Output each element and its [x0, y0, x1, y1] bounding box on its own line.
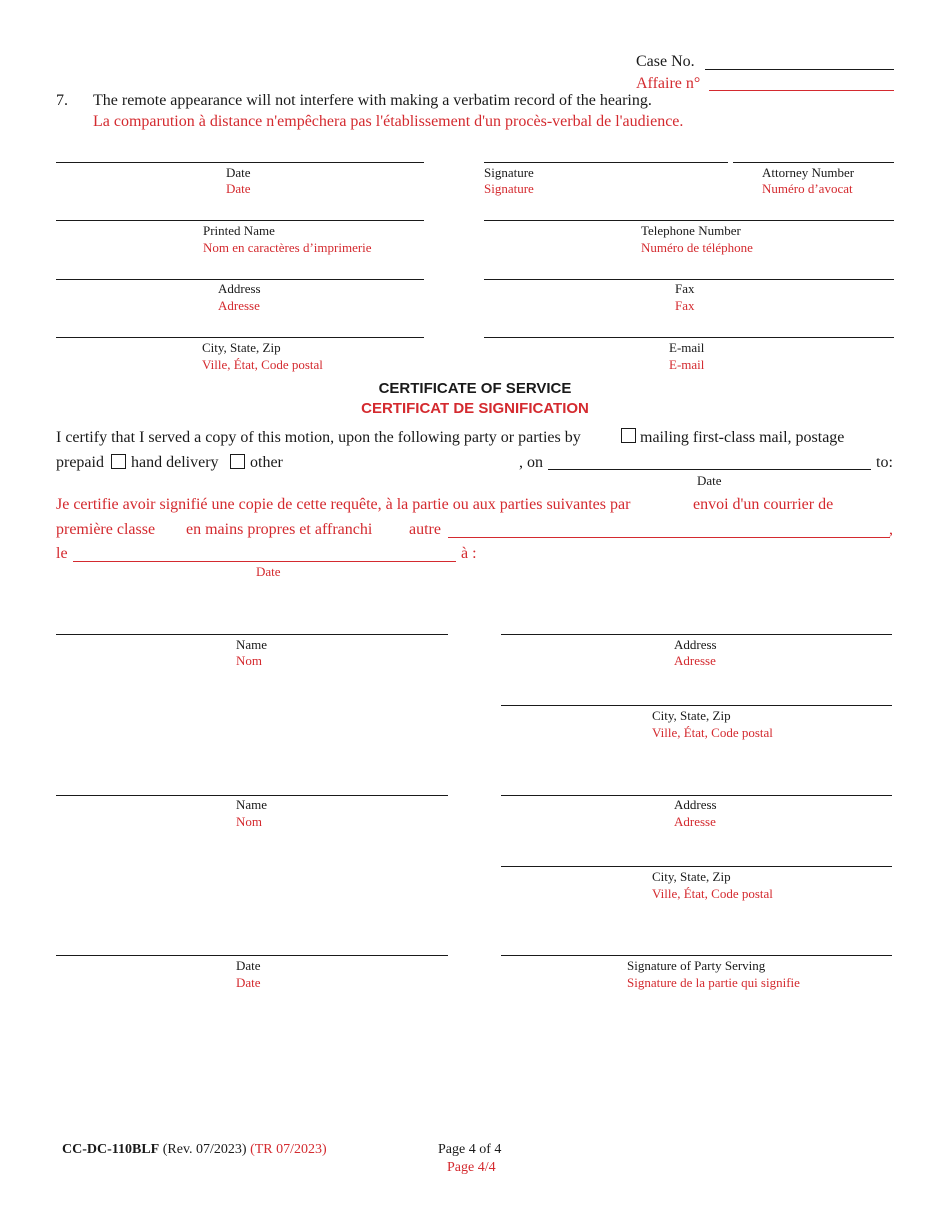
party1-address-label: Address [674, 637, 717, 652]
party2-name-label-fr: Nom [236, 814, 262, 829]
case-no-field-fr [709, 90, 894, 91]
email-label: E-mail [669, 340, 705, 355]
date-label-fr2: Date [256, 564, 281, 579]
date-label-fr: Date [226, 181, 251, 196]
certificate-title-fr: CERTIFICAT DE SIGNIFICATION [361, 400, 589, 417]
serving-signature-line[interactable] [501, 955, 892, 956]
party2-address-label-fr: Adresse [674, 814, 716, 829]
party2-city-label-fr: Ville, État, Code postal [652, 886, 773, 901]
serving-date-label-fr: Date [236, 975, 261, 990]
address-label-fr: Adresse [218, 298, 260, 313]
mail-label-fr: envoi d'un courrier de [693, 496, 834, 513]
party1-name-label-fr: Nom [236, 653, 262, 668]
other-checkbox[interactable] [230, 454, 245, 469]
party1-address-line[interactable] [501, 634, 892, 635]
attorney-number-label: Attorney Number [762, 165, 855, 180]
page-number-fr: Page 4/4 [447, 1160, 496, 1175]
fax-line[interactable] [484, 279, 894, 280]
page-number: Page 4 of 4 [438, 1142, 502, 1157]
item-7-text-fr: La comparution à distance n'empêchera pas l'établissement d'un procès-verbal de l'audience. [93, 113, 684, 130]
signature-line[interactable] [484, 162, 728, 163]
first-class-label-fr: première classe [56, 521, 156, 538]
comma-fr: , [889, 521, 893, 538]
hand-delivery-checkbox[interactable] [111, 454, 126, 469]
case-no-field[interactable] [705, 69, 894, 70]
party1-city-label: City, State, Zip [652, 708, 731, 723]
form-revision: (Rev. 07/2023) [162, 1142, 247, 1157]
city-label: City, State, Zip [202, 340, 281, 355]
address-line[interactable] [56, 279, 424, 280]
on-label: , on [519, 454, 543, 471]
party1-name-line[interactable] [56, 634, 448, 635]
attorney-number-line[interactable] [733, 162, 894, 163]
city-label-fr: Ville, État, Code postal [202, 357, 323, 372]
serving-date-line[interactable] [56, 955, 448, 956]
signature-label: Signature [484, 165, 534, 180]
serving-date-label: Date [236, 958, 261, 973]
mailing-label: mailing first-class mail, postage [640, 429, 845, 446]
party1-name-label: Name [236, 637, 268, 652]
date-line[interactable] [56, 162, 424, 163]
address-label: Address [218, 281, 261, 296]
to-label: to: [876, 454, 893, 471]
date-label: Date [226, 165, 251, 180]
party1-city-line[interactable] [501, 705, 892, 706]
party2-name-label: Name [236, 797, 268, 812]
telephone-label: Telephone Number [641, 223, 741, 238]
party2-city-line[interactable] [501, 866, 892, 867]
case-no-label-fr: Affaire n° [636, 75, 701, 92]
party1-address-label-fr: Adresse [674, 653, 716, 668]
party2-address-label: Address [674, 797, 717, 812]
party1-city-label-fr: Ville, État, Code postal [652, 725, 773, 740]
other-line-fr [448, 537, 890, 538]
party2-name-line[interactable] [56, 795, 448, 796]
serving-signature-label: Signature of Party Serving [627, 958, 766, 973]
certify-text-fr: Je certifie avoir signifié une copie de cette requête, à la partie ou aux parties suivantes par [56, 496, 631, 513]
date-line-fr [73, 561, 456, 562]
certify-text: I certify that I served a copy of this motion, upon the following party or parties by [56, 429, 581, 446]
telephone-line[interactable] [484, 220, 894, 221]
party2-city-label: City, State, Zip [652, 869, 731, 884]
a-label-fr: à : [461, 545, 477, 562]
signature-label-fr: Signature [484, 181, 534, 196]
item-7-text: The remote appearance will not interfere with making a verbatim record of the hearing. [93, 92, 652, 109]
service-date-label: Date [697, 473, 722, 488]
other-label-fr: autre [409, 521, 441, 538]
le-label-fr: le [56, 545, 68, 562]
case-no-label: Case No. [636, 53, 695, 70]
other-label: other [250, 454, 283, 471]
city-line[interactable] [56, 337, 424, 338]
email-label-fr: E-mail [669, 357, 705, 372]
serving-signature-label-fr: Signature de la partie qui signifie [627, 975, 800, 990]
printed-name-label-fr: Nom en caractères d’imprimerie [203, 240, 372, 255]
hand-label-fr: en mains propres et affranchi [186, 521, 373, 538]
prepaid-label: prepaid [56, 454, 104, 471]
form-footer [62, 1141, 327, 1158]
item-number: 7. [56, 92, 68, 109]
fax-label: Fax [675, 281, 695, 296]
printed-name-line[interactable] [56, 220, 424, 221]
mailing-checkbox[interactable] [621, 428, 636, 443]
form-id: CC-DC-110BLF [62, 1142, 160, 1157]
certificate-title: CERTIFICATE OF SERVICE [378, 380, 572, 397]
party2-address-line[interactable] [501, 795, 892, 796]
service-date-line[interactable] [548, 469, 871, 470]
form-translation-revision: (TR 07/2023) [250, 1142, 327, 1157]
hand-delivery-label: hand delivery [131, 454, 219, 471]
fax-label-fr: Fax [675, 298, 695, 313]
attorney-number-label-fr: Numéro d’avocat [762, 181, 853, 196]
printed-name-label: Printed Name [203, 223, 275, 238]
telephone-label-fr: Numéro de téléphone [641, 240, 753, 255]
email-line[interactable] [484, 337, 894, 338]
